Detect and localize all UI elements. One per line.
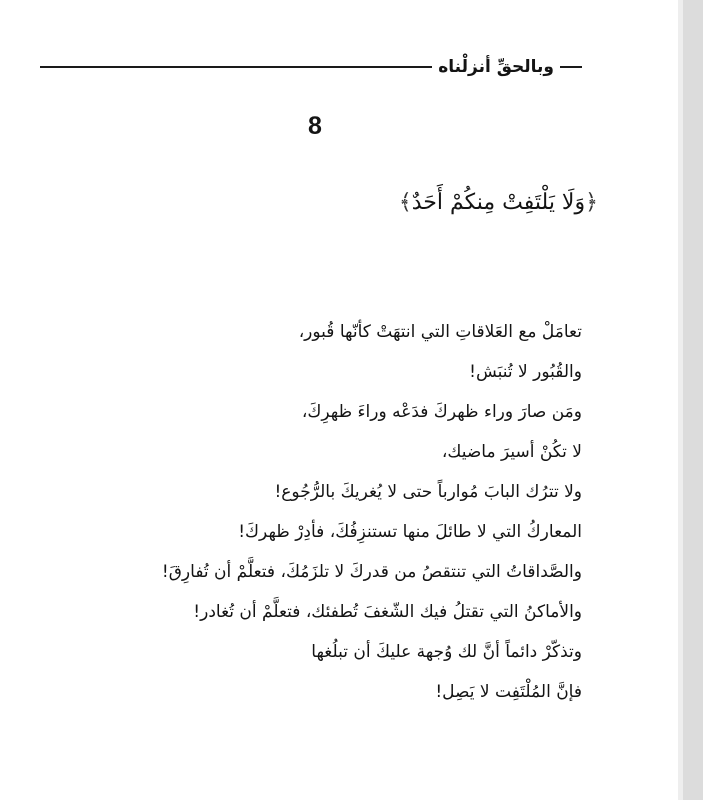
quranic-quote: [399, 190, 598, 215]
poem-line: والصَّداقاتُ التي تنتقصُ من قدركَ لا تلزَمُكَ، فتعلَّمْ أن تُفارِقَ!: [161, 562, 582, 582]
poem-line: والأماكنُ التي تقتلُ فيك الشّغفَ تُطفئك، فتعلَّمْ أن تُغادر!: [193, 602, 582, 622]
poem-line: تعامَلْ مع العَلاقاتِ التي انتهَتْ كأنّها قُبور،: [298, 322, 582, 342]
poem-line: المعاركُ التي لا طائلَ منها تستنزِفُكَ، فأدِرْ ظهركَ!: [238, 522, 582, 542]
quote-text: وَلَا يَلْتَفِتْ مِنكُمْ أَحَدٌ: [411, 190, 586, 215]
poem-line: لا تكُنْ أسيرَ ماضيك،: [441, 442, 582, 462]
poem-line: ولا تترُك البابَ مُوارباً حتى لا يُغريكَ بالرُّجُوع!: [274, 482, 582, 502]
quote-open-bracket: ﴿: [585, 190, 598, 215]
running-header-title: وبالحقِّ أنزلْناه: [438, 57, 554, 77]
quote-close-bracket: ﴾: [398, 190, 412, 215]
poem-line: وتذكّرْ دائماً أنَّ لك وُجهة عليكَ أن تبلُغها: [311, 642, 582, 662]
poem-line: ومَن صارَ وراء ظهركَ فدَعْه وراءَ ظهرِكَ،: [301, 402, 582, 422]
poem-line: والقُبُور لا تُنبَش!: [469, 362, 582, 382]
page-gutter: [683, 0, 703, 800]
chapter-number: 8: [308, 112, 322, 140]
header-dash: [560, 66, 582, 68]
poem-line: فإنَّ المُلْتَفِت لا يَصِل!: [435, 682, 582, 702]
header-rule: [40, 66, 432, 68]
running-header: [40, 52, 582, 82]
poem-body: [62, 312, 582, 712]
